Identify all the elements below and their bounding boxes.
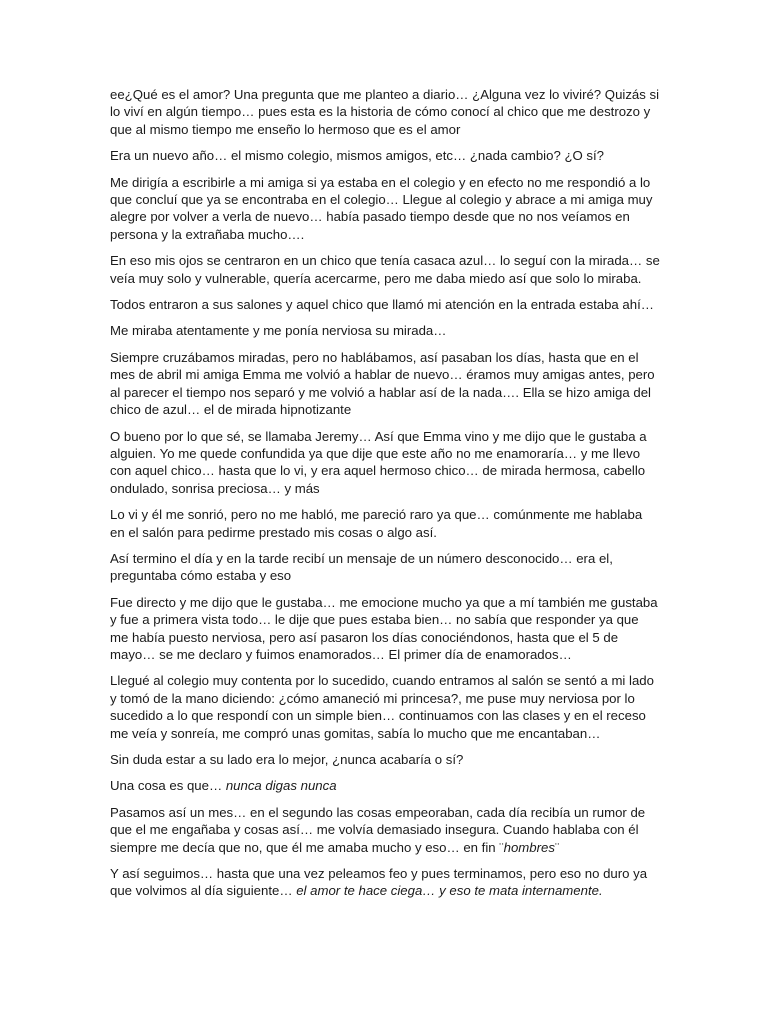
paragraph-text: Fue directo y me dijo que le gustaba… me emocione mucho ya que a mí también me gustaba y fue a primera vista todo… le dije que pues estaba bien… no sabía que responder ya que me había puesto nerviosa, pero así pasaron los días conociéndonos, hasta que el 5 de mayo… se me declaro y fuimos enamorados… El primer día de enamorados… — [110, 594, 658, 662]
paragraph-16 — [110, 865, 660, 900]
paragraph-2 — [110, 147, 660, 164]
paragraph-4 — [110, 252, 660, 287]
paragraph-text: Era un nuevo año… el mismo colegio, mismos amigos, etc… ¿nada cambio? ¿O sí? — [110, 148, 605, 164]
paragraph-5 — [110, 296, 660, 313]
paragraph-text: Así termino el día y en la tarde recibí un mensaje de un número desconocido… era el, preguntaba cómo estaba y eso — [110, 550, 613, 584]
paragraph-italic-text: nunca digas nunca — [225, 778, 337, 794]
paragraph-text: Lo vi y él me sonrió, pero no me habló, me pareció raro ya que… comúnmente me hablaba en el salón para pedirme prestado mis cosas o algo así. — [110, 507, 643, 540]
paragraph-text: Todos entraron a sus salones y aquel chico que llamó mi atención en la entrada estaba ahí… — [110, 297, 654, 313]
paragraph-text: O bueno por lo que sé, se llamaba Jeremy… Así que Emma vino y me dijo que le gustaba a alguien. Yo me quede confundida ya que dije que este año no me enamoraría… y me llevo con aquel chico… hasta que lo vi, y era aquel hermoso chico… de mirada hermosa, cabello ondulado, sonrisa preciosa… y más — [110, 428, 647, 496]
paragraph-text: Y así seguimos… hasta que una vez peleamos feo y pues terminamos, pero eso no duro ya que volvimos al día siguiente… — [110, 866, 648, 899]
paragraph-text: Sin duda estar a su lado era lo mejor, ¿nunca acabaría o sí? — [110, 752, 464, 767]
paragraph-6 — [110, 322, 660, 339]
paragraph-7 — [110, 349, 660, 419]
paragraph-text: Siempre cruzábamos miradas, pero no hablábamos, así pasaban los días, hasta que en el mes de abril mi amiga Emma me volvió a hablar de nuevo… éramos muy amigas antes, pero al parecer el tiempo nos separó y me volvió a hablar así de la nada…. Ella se hizo amiga del chico de azul… el de mirada hipnotizante — [110, 349, 655, 418]
paragraph-14 — [110, 777, 660, 794]
paragraph-text: En eso mis ojos se centraron en un chico que tenía casaca azul… lo seguí con la mirada… se veía muy solo y vulnerable, quería acercarme, pero me daba miedo así que solo lo miraba. — [110, 253, 660, 286]
paragraph-9 — [110, 506, 660, 541]
paragraph-1 — [110, 86, 660, 138]
paragraph-text: Me miraba atentamente y me ponía nerviosa su mirada… — [110, 323, 447, 339]
paragraph-8 — [110, 428, 660, 498]
paragraph-13 — [110, 751, 660, 768]
paragraph-text: Pasamos así un mes… en el segundo las cosas empeoraban, cada día recibía un rumor de que el me engañaba y cosas así… me volvía demasiado insegura. Cuando hablaba con él siempre me decía que no, que él me amaba mucho y eso… en fin ¨ — [110, 804, 646, 855]
paragraph-text: Una cosa es que… — [110, 778, 226, 794]
paragraph-10 — [110, 550, 660, 585]
paragraph-text: ee¿Qué es el amor? Una pregunta que me planteo a diario… ¿Alguna vez lo viviré? Quizás si lo viví en algún tiempo… pues esta es la historia de cómo conocí al chico que me destrozo y que al mismo tiempo me enseño lo hermoso que es el amor — [110, 87, 660, 137]
paragraph-trailing-text: ¨ — [554, 839, 560, 855]
paragraph-3 — [110, 174, 660, 244]
paragraph-italic-text: hombres — [503, 839, 555, 855]
paragraph-11 — [110, 594, 660, 664]
paragraph-italic-text: el amor te hace ciega… y eso te mata internamente. — [296, 883, 603, 899]
paragraph-12 — [110, 672, 660, 742]
paragraph-text: Me dirigía a escribirle a mi amiga si ya estaba en el colegio y en efecto no me respondió a lo que concluí que ya se encontraba en el colegio… Llegue al colegio y abrace a mi amiga muy alegre por volver a verla de nuevo… había pasado tiempo desde que no nos veíamos en persona y la extrañaba mucho…. — [110, 174, 653, 242]
paragraph-15 — [110, 804, 660, 856]
document-page — [110, 86, 660, 909]
paragraph-text: Llegué al colegio muy contenta por lo sucedido, cuando entramos al salón se sentó a mi lado y tomó de la mano diciendo: ¿cómo amaneció mi princesa?, me puse muy nerviosa por lo sucedido a lo que respondí con un simple bien… continuamos con las clases y en el receso me veía y sonreía, me compró unas gomitas, sabía lo mucho que me encantaban… — [110, 673, 654, 741]
